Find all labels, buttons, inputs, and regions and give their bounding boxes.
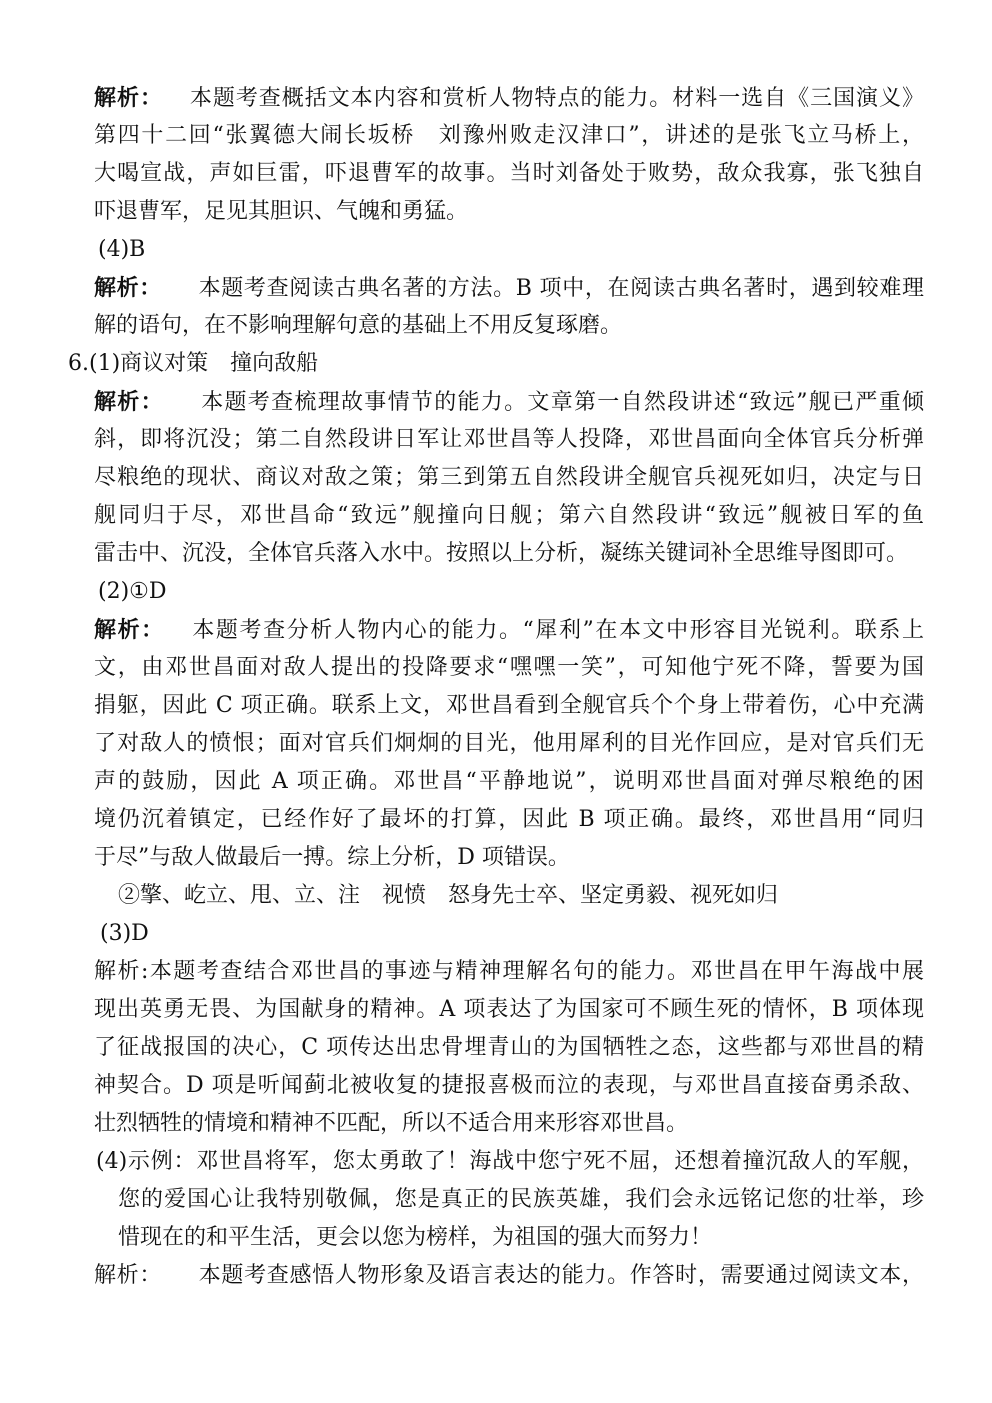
answer-number: (3)D xyxy=(100,921,149,946)
analysis-line: 舰同归于尽，邓世昌命“致远”舰撞向日舰；第六自然段讲“致远”舰被日军的鱼 xyxy=(94,503,924,528)
analysis-line xyxy=(94,611,924,650)
analysis-line: 雷击中、沉没，全体官兵落入水中。按照以上分析，凝练关键词补全思维导图即可。 xyxy=(94,541,909,566)
analysis-label: 解析： xyxy=(94,275,162,301)
answer-line: ②擎、屹立、甩、立、注 视愤 怒身先士卒、坚定勇毅、视死如归 xyxy=(118,883,779,908)
analysis-line: 了对敌人的愤恨；面对官兵们炯炯的目光，他用犀利的目光作回应，是对官兵们无 xyxy=(94,731,924,756)
example-label: (4)示例： xyxy=(96,1149,197,1174)
analysis-line: 捐躯，因此 C 项正确。联系上文，邓世昌看到全舰官兵个个身上带着伤，心中充满 xyxy=(94,693,924,718)
example-line: 惜现在的和平生活，更会以您为榜样，为祖国的强大而努力！ xyxy=(118,1225,713,1250)
answer-number: (2)①D xyxy=(98,579,167,604)
analysis-text: 本题考查结合邓世昌的事迹与精神理解名句的能力。邓世昌在甲午海战中展 xyxy=(148,959,924,984)
analysis-line: 解的语句，在不影响理解句意的基础上不用反复琢磨。 xyxy=(94,313,623,338)
analysis-label: 解析： xyxy=(94,1263,163,1288)
example-line: 您的爱国心让我特别敬佩，您是真正的民族英雄，我们会永远铭记您的壮举，珍 xyxy=(118,1187,924,1212)
analysis-line xyxy=(94,1257,924,1295)
analysis-line: 尽粮绝的现状、商议对敌之策；第三到第五自然段讲全舰官兵视死如归，决定与日 xyxy=(94,465,924,490)
analysis-text: 本题考查概括文本内容和赏析人物特点的能力。材料一选自《三国演义》 xyxy=(188,86,924,111)
analysis-line xyxy=(94,79,924,118)
analysis-line: 吓退曹军，足见其胆识、气魄和勇猛。 xyxy=(94,199,469,224)
analysis-line: 壮烈牺牲的情境和精神不匹配，所以不适合用来形容邓世昌。 xyxy=(94,1111,689,1136)
analysis-line: 第四十二回“张翼德大闹长坂桥 刘豫州败走汉津口”，讲述的是张飞立马桥上， xyxy=(94,123,924,148)
analysis-line: 斜，即将沉没；第二自然段讲日军让邓世昌等人投降，邓世昌面向全体官兵分析弹 xyxy=(94,427,924,452)
analysis-line: 现出英勇无畏、为国献身的精神。A 项表达了为国家可不顾生死的情怀，B 项体现 xyxy=(94,997,924,1022)
analysis-line: 境仍沉着镇定，已经作好了最坏的打算，因此 B 项正确。最终，邓世昌用“同归 xyxy=(94,807,924,832)
analysis-label: 解析: xyxy=(94,959,149,984)
example-text: 邓世昌将军，您太勇敢了！海战中您宁死不屈，还想着撞沉敌人的军舰， xyxy=(196,1149,924,1174)
analysis-line xyxy=(94,383,924,422)
analysis-text: 本题考查分析人物内心的能力。“犀利”在本文中形容目光锐利。联系上 xyxy=(190,618,924,643)
analysis-label: 解析： xyxy=(94,617,165,643)
question-number: 6.(1)商议对策 撞向敌船 xyxy=(68,351,319,376)
analysis-line: 文，由邓世昌面对敌人提出的投降要求“嘿嘿一笑”，可知他宁死不降，誓要为国 xyxy=(94,655,924,680)
analysis-line: 声的鼓励，因此 A 项正确。邓世昌“平静地说”，说明邓世昌面对弹尽粮绝的困 xyxy=(94,769,924,794)
analysis-line: 神契合。D 项是听闻蓟北被收复的捷报喜极而泣的表现，与邓世昌直接奋勇杀敌、 xyxy=(94,1073,924,1098)
example-line xyxy=(96,1143,924,1181)
analysis-line xyxy=(94,269,924,308)
analysis-label: 解析： xyxy=(94,389,164,415)
analysis-line: 于尽”与敌人做最后一搏。综上分析，D 项错误。 xyxy=(94,845,570,870)
analysis-text: 本题考查梳理故事情节的能力。文章第一自然段讲述“致远”舰已严重倾 xyxy=(199,390,924,415)
analysis-text: 本题考查感悟人物形象及语言表达的能力。作答时，需要通过阅读文本， xyxy=(198,1263,924,1288)
analysis-text: 本题考查阅读古典名著的方法。B 项中，在阅读古典名著时，遇到较难理 xyxy=(197,276,924,301)
analysis-line xyxy=(94,953,924,991)
analysis-line: 大喝宣战，声如巨雷，吓退曹军的故事。当时刘备处于败势，敌众我寡，张飞独自 xyxy=(94,161,924,186)
analysis-line: 了征战报国的决心，C 项传达出忠骨埋青山的为国牺牲之态，这些都与邓世昌的精 xyxy=(94,1035,924,1060)
analysis-label: 解析： xyxy=(94,85,163,111)
answer-number: (4)B xyxy=(98,237,146,262)
